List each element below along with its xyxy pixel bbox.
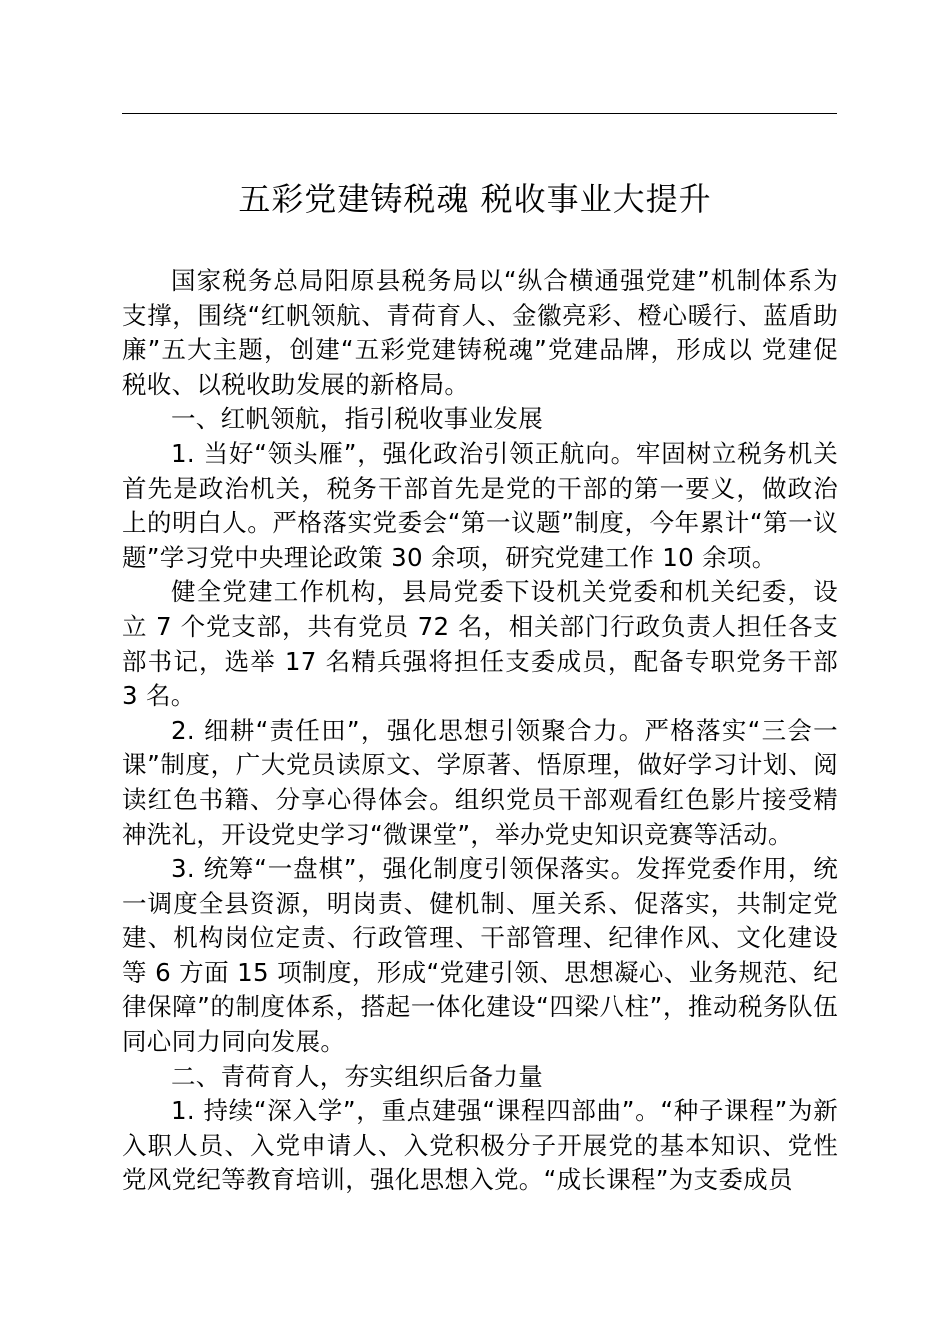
paragraph-1-2: 2. 细耕“责任田”，强化思想引领聚合力。严格落实“三会一课”制度，广大党员读原文、学原著、悟原理，做好学习计划、阅读红色书籍、分享心得体会。组织党员干部观看红色影片接受精神洗礼，开设党史学习“微课堂”，举办党史知识竞赛等活动。 bbox=[122, 715, 838, 849]
document-title: 五彩党建铸税魂 税收事业大提升 bbox=[238, 180, 712, 218]
paragraph-1-3: 3. 统筹“一盘棋”，强化制度引领保落实。发挥党委作用，统一调度全县资源，明岗责、健机制、厘关系、促落实，共制定党建、机构岗位定责、行政管理、干部管理、纪律作风、文化建设等 6 方面 15 项制度，形成“党建引领、思想凝心、业务规范、纪律保障”的制度体系，搭起一体化建设“四梁八柱”，推动税务队伍同心同力同向发展。 bbox=[122, 854, 838, 1057]
section-heading-1: 一、红帆领航，指引税收事业发展 bbox=[171, 404, 543, 434]
paragraph-2-1: 1. 持续“深入学”，重点建强“课程四部曲”。“种子课程”为新入职人员、入党申请人、入党积极分子开展党的基本知识、党性党风党纪等教育培训，强化思想入党。“成长课程”为支委成员 bbox=[122, 1096, 838, 1195]
intro-paragraph: 国家税务总局阳原县税务局以“纵合横通强党建”机制体系为支撑，围绕“红帆领航、青荷育人、金徽亮彩、橙心暖行、蓝盾助廉”五大主题，创建“五彩党建铸税魂”党建品牌，形成以 党建促税收、以税收助发展的新格局。 bbox=[122, 266, 838, 399]
document-body bbox=[122, 264, 838, 1198]
paragraph-1-1-cont: 健全党建工作机构，县局党委下设机关党委和机关纪委，设立 7 个党支部，共有党员 72 名，相关部门行政负责人担任各支部书记，选举 17 名精兵强将担任支委成员，配备专职党务干部 3 名。 bbox=[122, 577, 838, 711]
paragraph-1-1: 1. 当好“领头雁”，强化政治引领正航向。牢固树立税务机关首先是政治机关，税务干部首先是党的干部的第一要义，做政治上的明白人。严格落实党委会“第一议题”制度，今年累计“第一议题”学习党中央理论政策 30 余项，研究党建工作 10 余项。 bbox=[122, 438, 838, 572]
section-heading-2: 二、青荷育人，夯实组织后备力量 bbox=[171, 1061, 543, 1091]
header-rule bbox=[122, 113, 837, 114]
